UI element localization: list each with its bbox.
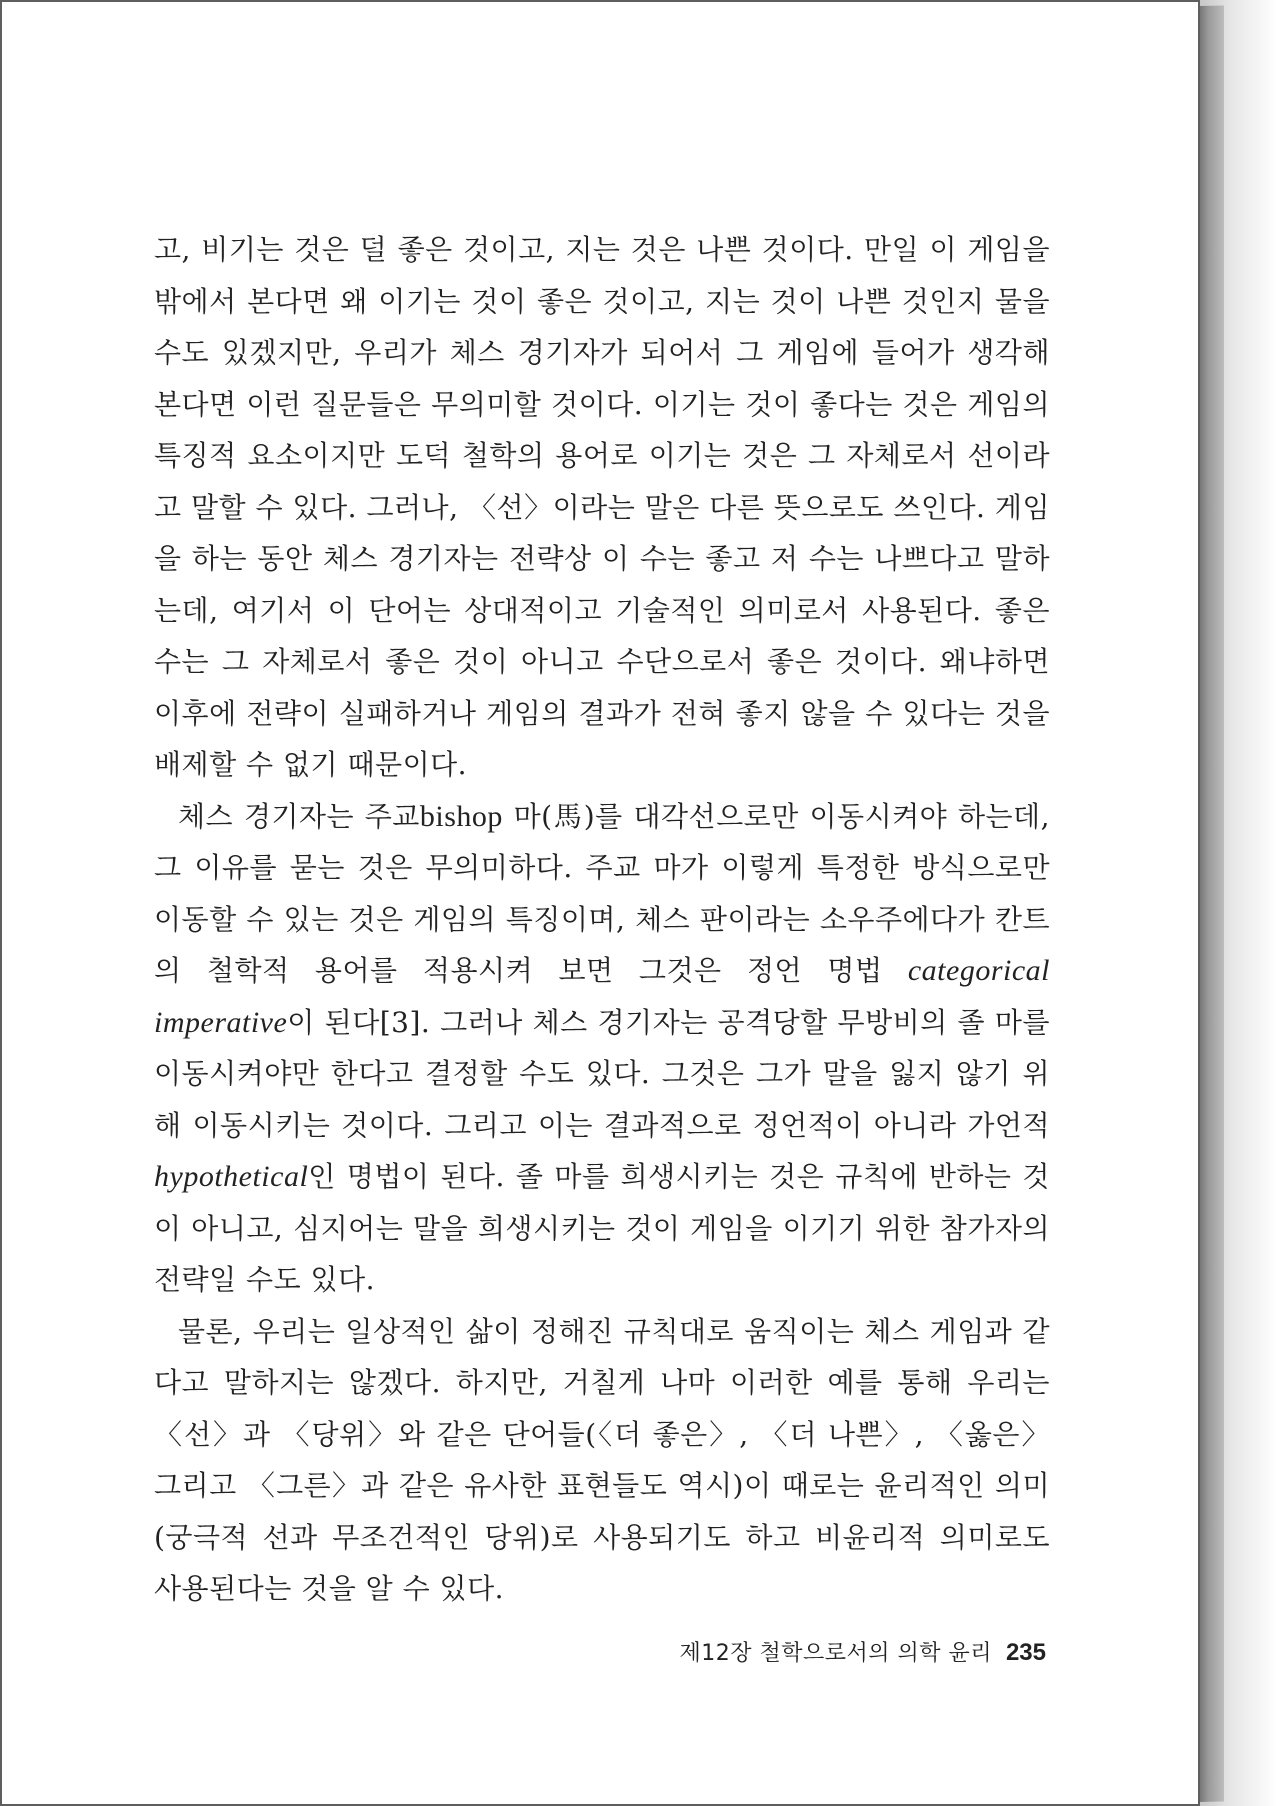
term-categorical-imperative: categorical imperative bbox=[154, 954, 1050, 1039]
page-number: 235 bbox=[1005, 1639, 1046, 1666]
body-text bbox=[154, 224, 1050, 1615]
running-footer bbox=[679, 1636, 1046, 1667]
book-page-edge bbox=[1198, 5, 1224, 1802]
paragraph-2-part-e: 이 된다[3]. 그러나 체스 경기자는 공격당할 무방비의 졸 마를 이동시켜야만 한다고 결정할 수도 있다. 그것은 그가 말을 잃지 않기 위해 이동시키는 것이다. 그리고 이는 결과적으로 정언적이 아니라 가언적 bbox=[154, 1005, 1050, 1142]
paragraph-2-part-c: 마(馬)를 대각선으로만 이동시켜야 하는데, 그 이유를 묻는 것은 무의미하다. 주교 마가 이렇게 특정한 방식으로만 이동할 수 있는 것은 게임의 특징이며, 체스 판이라는 소우주에다가 칸트의 철학적 용어를 적용시켜 보면 그것은 정언 명법 bbox=[154, 799, 1050, 987]
paragraph-2-part-g: 인 명법이 된다. 졸 마를 희생시키는 것은 규칙에 반하는 것이 아니고, 심지어는 말을 희생시키는 것이 게임을 이기기 위한 참가자의 전략일 수도 있다. bbox=[154, 1160, 1050, 1296]
paragraph-2 bbox=[154, 791, 1050, 1306]
paragraph-3: 물론, 우리는 일상적인 삶이 정해진 규칙대로 움직이는 체스 게임과 같다고 말하지는 않겠다. 하지만, 거칠게 나마 이러한 예를 통해 우리는 〈선〉과 〈당위〉와 같은 단어들(〈더 좋은〉, 〈더 나쁜〉, 〈옳은〉 그리고 〈그른〉과 같은 유사한 표현들도 역시)이 때로는 윤리적인 의미(궁극적 선과 무조건적인 당위)로 사용되기도 하고 비윤리적 의미로도 사용된다는 것을 알 수 있다. bbox=[154, 1314, 1050, 1605]
paragraph-2-part-a: 체스 경기자는 주교 bbox=[178, 799, 420, 833]
chapter-title: 제12장 철학으로서의 의학 윤리 bbox=[679, 1641, 992, 1666]
paragraph-1: 고, 비기는 것은 덜 좋은 것이고, 지는 것은 나쁜 것이다. 만일 이 게임을 밖에서 본다면 왜 이기는 것이 좋은 것이고, 지는 것이 나쁜 것인지 물을 수도 있겠지만, 우리가 체스 경기자가 되어서 그 게임에 들어가 생각해 본다면 이런 질문들은 무의미할 것이다. 이기는 것이 좋다는 것은 게임의 특징적 요소이지만 도덕 철학의 용어로 이기는 것은 그 자체로서 선이라고 말할 수 있다. 그러나, 〈선〉이라는 말은 다른 뜻으로도 쓰인다. 게임을 하는 동안 체스 경기자는 전략상 이 수는 좋고 저 수는 나쁘다고 말하는데, 여기서 이 단어는 상대적이고 기술적인 의미로서 사용된다. 좋은 수는 그 자체로서 좋은 것이 아니고 수단으로서 좋은 것이다. 왜냐하면 이후에 전략이 실패하거나 게임의 결과가 전혀 좋지 않을 수 있다는 것을 배제할 수 없기 때문이다. bbox=[154, 233, 1050, 781]
term-hypothetical: hypothetical bbox=[154, 1160, 309, 1193]
term-bishop: bishop bbox=[419, 799, 503, 833]
